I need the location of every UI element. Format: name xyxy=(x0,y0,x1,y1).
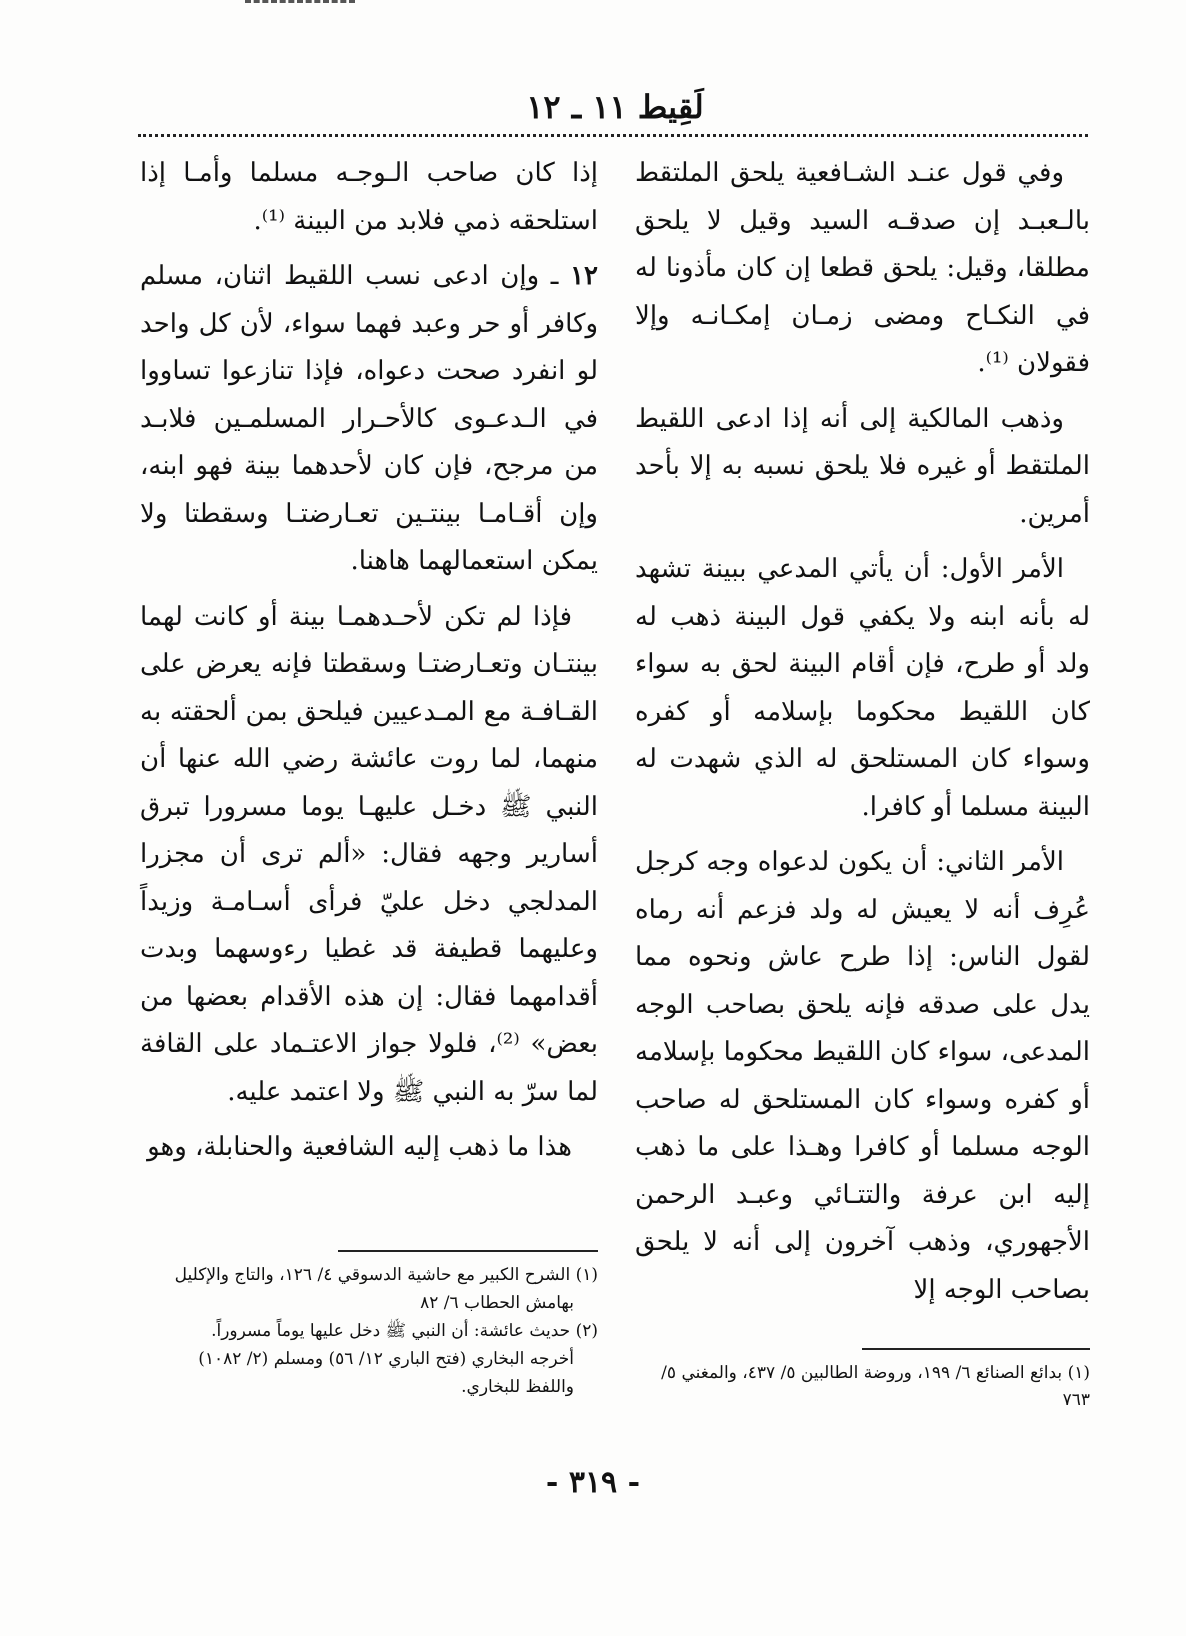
footnote-continuation: أخرجه البخاري (فتح الباري ١٢/ ٥٦) ومسلم (٢/ ١٠٨٢) xyxy=(198,1349,574,1369)
footnote: (١) الشرح الكبير مع حاشية الدسوقي ٤/ ١٢٦، والتاج والإكليل xyxy=(174,1265,598,1285)
paragraph: هذا ما ذهب إليه الشافعية والحنابلة، وهو xyxy=(147,1132,572,1162)
running-header: لَقِيط ١١ ـ ١٢ xyxy=(526,88,704,126)
top-edge-mark xyxy=(245,0,355,9)
left-column xyxy=(140,150,598,1180)
paragraph: وذهب المالكية إلى أنه إذا ادعى اللقيط الملتقط أو غيره فلا يلحق نسبه به إلا بأحد أمرين. xyxy=(635,403,1090,529)
section-number: ١٢ xyxy=(570,261,599,291)
footnote-continuation: بهامش الحطاب ٦/ ٨٢ xyxy=(420,1293,574,1313)
paragraph: الأمر الثاني: أن يكون لدعواه وجه كرجل عُرِف أنه لا يعيش له ولد فزعم أنه رماه لقول الناس: إذا طرح عاش ونحوه مما يدل على صدقه فإنه يلحق بصاحب الوجه المدعى، سواء كان اللقيط محكوما بإسلامه أو كفره وسواء كان المستلحق له صاحب الوجه مسلما أو كافرا وهـذا على ما ذهب إليه ابن عرفة والتتـائي وعبـد الرحمن الأجهوري، وذهب آخرون إلى أنه لا يلحق بصاحب الوجه إلا xyxy=(635,847,1090,1305)
footnote: (٢) حديث عائشة: أن النبي ﷺ دخل عليها يوماً مسروراً. xyxy=(211,1321,598,1341)
footnotes-right xyxy=(635,1360,1090,1415)
footnote-separator xyxy=(862,1348,1090,1350)
paragraph-text: ـ وإن ادعى نسب اللقيط اثنان، مسلم وكافر أو حر وعبد فهما سواء، لأن كل واحد لو انفرد صحت دعواه، فإذا تنازعوا تساووا في الـدعـوى كالأحـرار المسلمـين فلابـد من مرجح، فإن كان لأحدهما بينة فهو ابنه، وإن أقـامـا بينتـين تعـارضتـا وسقطتا ولا يمكن استعمالهما هاهنا. xyxy=(140,261,598,576)
paragraph: وفي قول عنـد الشـافعية يلحق الملتقط بالـعبـد إن صدقـه السيد وقيل لا يلحق مطلقا، وقيل: يلحق قطعا إن كان مأذونا له في النكـاح ومضى زمـان إمكـانـه وإلا فقولان ⁽¹⁾. xyxy=(635,158,1090,378)
paragraph: فإذا لم تكن لأحـدهمـا بينة أو كانت لهما بينتـان وتعـارضتـا وسقطتا فإنه يعرض على القـافـة مع المـدعيين فيلحق بمن ألحقته به منهما، لما روت عائشة رضي الله عنها أن النبي ﷺ دخـل عليهـا يوما مسرورا تبرق أسارير وجهه فقال: «ألم ترى أن مجزرا المدلجي دخل عليّ فرأى أسـامـة وزيداً وعليهما قطيفة قد غطيا رءوسهما وبدت أقدامهما فقال: إن هذه الأقدام بعضها من بعض» ⁽²⁾، فلولا جواز الاعتـماد على القافة لما سرّ به النبي ﷺ ولا اعتمد عليه. xyxy=(140,601,598,1107)
paragraph-continuation: إذا كان صاحب الـوجـه مسلما وأمـا إذا استلحقه ذمي فلابد من البينة ⁽¹⁾. xyxy=(140,158,598,236)
footnotes-left xyxy=(140,1262,598,1402)
page-number: - ٣١٩ - xyxy=(545,1465,641,1500)
footnote-separator xyxy=(338,1250,598,1252)
footnote-continuation: واللفظ للبخاري. xyxy=(461,1377,574,1397)
footnote: (١) بدائع الصنائع ٦/ ١٩٩، وروضة الطالبين ٥/ ٤٣٧، والمغني ٥/ ٧٦٣ xyxy=(661,1363,1090,1410)
paragraph: الأمر الأول: أن يأتي المدعي ببينة تشهد له بأنه ابنه ولا يكفي قول البينة ذهب له ولد أو طرح، فإن أقام البينة لحق به سواء كان اللقيط محكوما بإسلامه أو كفره وسواء كان المستلحق له الذي شهدت له البينة مسلما أو كافرا. xyxy=(635,554,1090,822)
header-dotted-rule xyxy=(138,134,1088,137)
right-column xyxy=(635,150,1090,1322)
section-12-paragraph xyxy=(140,253,598,586)
